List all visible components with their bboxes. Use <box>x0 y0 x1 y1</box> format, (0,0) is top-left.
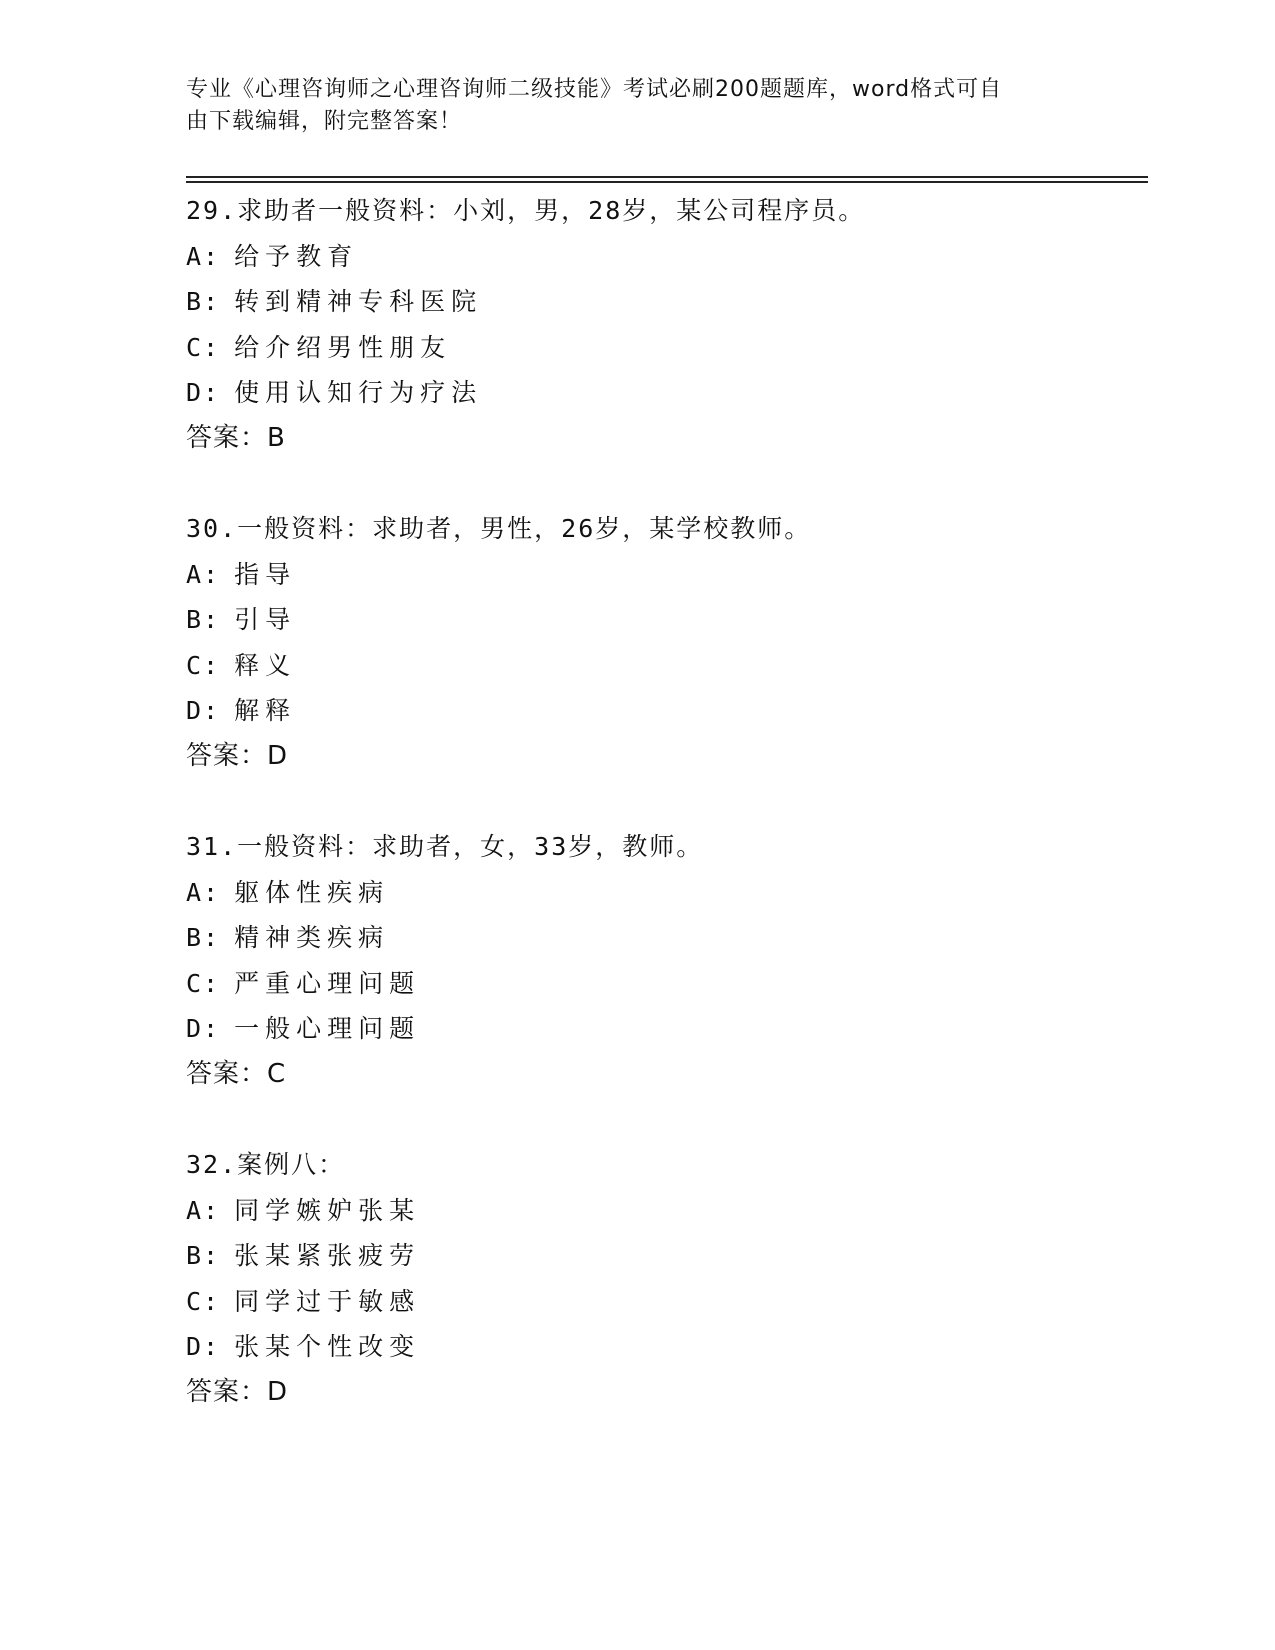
answer-line: 答案：D <box>186 1376 289 1407</box>
option-c <box>186 643 1148 689</box>
header-line-2: 由下载编辑，附完整答案！ <box>186 109 463 134</box>
option-d <box>186 1006 1148 1052</box>
option-letter: A: <box>186 241 221 271</box>
document-header <box>186 74 1086 138</box>
option-b <box>186 279 1148 325</box>
option-d <box>186 1324 1148 1370</box>
option-text: 张某紧张疲劳 <box>234 1241 421 1270</box>
option-letter: B: <box>186 1241 221 1270</box>
option-text: 精神类疾病 <box>234 923 390 952</box>
option-letter: B: <box>186 287 221 316</box>
question-29 <box>186 188 1148 461</box>
option-letter: C: <box>186 1286 221 1316</box>
option-b <box>186 1233 1148 1279</box>
option-b <box>186 597 1148 643</box>
option-letter: C: <box>186 968 221 998</box>
option-d <box>186 688 1148 734</box>
option-c <box>186 1279 1148 1325</box>
answer-line: 答案：B <box>186 422 286 453</box>
option-text: 同学嫉妒张某 <box>234 1195 421 1225</box>
option-text: 躯体性疾病 <box>234 877 390 907</box>
option-d <box>186 370 1148 416</box>
answer-line: 答案：C <box>186 1058 287 1089</box>
option-letter: D: <box>186 1332 221 1361</box>
question-stem: 29.求助者一般资料：小刘，男，28岁，某公司程序员。 <box>186 196 866 225</box>
option-c <box>186 325 1148 371</box>
option-text: 给予教育 <box>234 241 359 271</box>
option-letter: A: <box>186 559 221 589</box>
option-letter: B: <box>186 605 221 634</box>
option-text: 给介绍男性朋友 <box>234 332 452 362</box>
header-line-1: 专业《心理咨询师之心理咨询师二级技能》考试必刷200题题库，word格式可自 <box>186 77 1003 102</box>
option-text: 指导 <box>234 559 297 589</box>
option-text: 同学过于敏感 <box>234 1286 421 1316</box>
option-a <box>186 1188 1148 1234</box>
question-stem: 30.一般资料：求助者，男性，26岁，某学校教师。 <box>186 514 812 543</box>
option-letter: D: <box>186 378 221 407</box>
option-letter: A: <box>186 877 221 907</box>
option-a <box>186 552 1148 598</box>
option-letter: C: <box>186 332 221 362</box>
option-text: 一般心理问题 <box>234 1014 421 1043</box>
question-31 <box>186 824 1148 1097</box>
question-stem: 32.案例八： <box>186 1150 346 1179</box>
answer-line: 答案：D <box>186 740 289 771</box>
option-text: 严重心理问题 <box>234 968 421 998</box>
option-letter: D: <box>186 1014 221 1043</box>
option-text: 转到精神专科医院 <box>234 287 483 316</box>
option-letter: A: <box>186 1195 221 1225</box>
option-b <box>186 915 1148 961</box>
question-32 <box>186 1142 1148 1415</box>
header-divider-top <box>186 176 1148 178</box>
option-letter: B: <box>186 923 221 952</box>
option-a <box>186 870 1148 916</box>
option-text: 释义 <box>234 650 297 680</box>
option-letter: C: <box>186 650 221 680</box>
question-stem: 31.一般资料：求助者，女，33岁，教师。 <box>186 832 704 861</box>
option-c <box>186 961 1148 1007</box>
option-letter: D: <box>186 696 221 725</box>
option-a <box>186 234 1148 280</box>
option-text: 解释 <box>234 696 297 725</box>
option-text: 张某个性改变 <box>234 1332 421 1361</box>
option-text: 引导 <box>234 605 297 634</box>
option-text: 使用认知行为疗法 <box>234 378 483 407</box>
header-divider-bottom <box>186 181 1148 183</box>
question-30 <box>186 506 1148 779</box>
